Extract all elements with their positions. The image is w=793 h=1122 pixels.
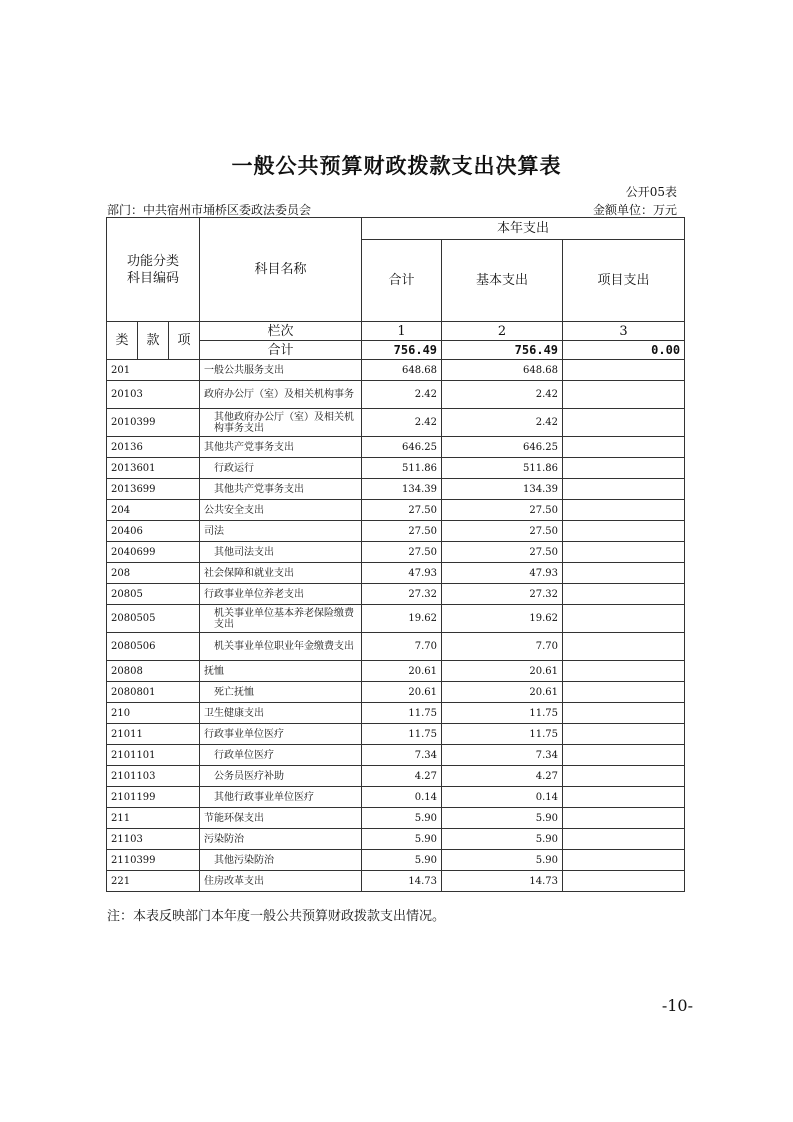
row-subject-name: 抚恤 <box>200 661 362 682</box>
row-basic: 5.90 <box>442 808 563 829</box>
table-row <box>107 724 685 745</box>
table-row <box>107 437 685 458</box>
row-project <box>563 682 685 703</box>
row-project <box>563 633 685 661</box>
row-basic: 0.14 <box>442 787 563 808</box>
row-project <box>563 500 685 521</box>
unit-label: 金额单位：万元 <box>592 203 677 217</box>
table-row <box>107 458 685 479</box>
row-project <box>563 661 685 682</box>
row-subject-name: 社会保障和就业支出 <box>200 563 362 584</box>
department-label: 部门：中共宿州市埇桥区委政法委员会 <box>107 203 312 217</box>
table-row <box>107 766 685 787</box>
row-code: 2080506 <box>107 633 200 661</box>
table-row <box>107 409 685 437</box>
row-project <box>563 703 685 724</box>
row-total: 5.90 <box>362 808 442 829</box>
row-basic: 11.75 <box>442 724 563 745</box>
table-row <box>107 584 685 605</box>
row-basic: 27.50 <box>442 500 563 521</box>
row-subject-name: 其他污染防治 <box>200 850 362 871</box>
row-total: 7.34 <box>362 745 442 766</box>
form-number: 公开05表 <box>625 185 677 199</box>
row-project <box>563 479 685 500</box>
row-subject-name: 公共安全支出 <box>200 500 362 521</box>
row-code: 2080505 <box>107 605 200 633</box>
table-row <box>107 808 685 829</box>
row-subject-name: 机关事业单位职业年金缴费支出 <box>200 633 362 661</box>
table-row <box>107 682 685 703</box>
row-subject-name: 行政事业单位养老支出 <box>200 584 362 605</box>
row-code: 210 <box>107 703 200 724</box>
page-title: 一般公共预算财政拨款支出决算表 <box>231 153 562 178</box>
footnote: 注：本表反映部门本年度一般公共预算财政拨款支出情况。 <box>107 909 446 924</box>
total-row-total: 756.49 <box>362 341 442 360</box>
row-subject-name: 机关事业单位基本养老保险缴费支出 <box>200 605 362 633</box>
page-number: -10- <box>661 996 693 1015</box>
row-code: 2101101 <box>107 745 200 766</box>
row-total: 27.50 <box>362 542 442 563</box>
header-basic: 基本支出 <box>442 240 563 322</box>
row-subject-name: 政府办公厅（室）及相关机构事务 <box>200 381 362 409</box>
header-kuan: 款 <box>138 322 169 360</box>
header-col3: 3 <box>563 322 685 341</box>
row-subject-name: 一般公共服务支出 <box>200 360 362 381</box>
row-subject-name: 其他共产党事务支出 <box>200 479 362 500</box>
row-subject-name: 节能环保支出 <box>200 808 362 829</box>
total-row-label: 合计 <box>200 341 362 360</box>
row-total: 11.75 <box>362 703 442 724</box>
row-subject-name: 卫生健康支出 <box>200 703 362 724</box>
row-project <box>563 871 685 892</box>
row-total: 4.27 <box>362 766 442 787</box>
row-code: 20136 <box>107 437 200 458</box>
row-code: 201 <box>107 360 200 381</box>
budget-table <box>106 217 685 892</box>
row-basic: 27.32 <box>442 584 563 605</box>
row-total: 27.50 <box>362 521 442 542</box>
row-total: 7.70 <box>362 633 442 661</box>
row-project <box>563 584 685 605</box>
row-subject-name: 死亡抚恤 <box>200 682 362 703</box>
row-project <box>563 766 685 787</box>
row-basic: 19.62 <box>442 605 563 633</box>
header-col1: 1 <box>362 322 442 341</box>
row-total: 5.90 <box>362 829 442 850</box>
table-row <box>107 745 685 766</box>
row-project <box>563 458 685 479</box>
row-basic: 5.90 <box>442 829 563 850</box>
row-code: 2101199 <box>107 787 200 808</box>
row-total: 648.68 <box>362 360 442 381</box>
row-subject-name: 其他司法支出 <box>200 542 362 563</box>
row-code: 211 <box>107 808 200 829</box>
row-subject-name: 其他行政事业单位医疗 <box>200 787 362 808</box>
table-row <box>107 563 685 584</box>
row-code: 21103 <box>107 829 200 850</box>
row-total: 2.42 <box>362 409 442 437</box>
row-total: 19.62 <box>362 605 442 633</box>
header-project: 项目支出 <box>563 240 685 322</box>
row-total: 511.86 <box>362 458 442 479</box>
row-project <box>563 360 685 381</box>
table-row <box>107 787 685 808</box>
row-total: 27.32 <box>362 584 442 605</box>
row-code: 2010399 <box>107 409 200 437</box>
row-project <box>563 542 685 563</box>
header-column-no: 栏次 <box>200 322 362 341</box>
table-row <box>107 633 685 661</box>
header-current-year: 本年支出 <box>362 218 685 240</box>
row-project <box>563 808 685 829</box>
table-row <box>107 381 685 409</box>
row-basic: 2.42 <box>442 409 563 437</box>
header-function-class-line1: 功能分类 <box>127 253 180 269</box>
row-total: 2.42 <box>362 381 442 409</box>
row-code: 2101103 <box>107 766 200 787</box>
row-project <box>563 605 685 633</box>
header-category: 类 <box>107 322 138 360</box>
table-row <box>107 661 685 682</box>
row-project <box>563 850 685 871</box>
row-code: 221 <box>107 871 200 892</box>
header-subject-name: 科目名称 <box>200 218 362 322</box>
table-row <box>107 829 685 850</box>
header-function-class-line2: 科目编码 <box>127 270 180 286</box>
row-basic: 648.68 <box>442 360 563 381</box>
row-total: 11.75 <box>362 724 442 745</box>
row-code: 20805 <box>107 584 200 605</box>
row-code: 2080801 <box>107 682 200 703</box>
row-code: 20103 <box>107 381 200 409</box>
row-subject-name: 公务员医疗补助 <box>200 766 362 787</box>
row-total: 47.93 <box>362 563 442 584</box>
row-basic: 7.34 <box>442 745 563 766</box>
header-col2: 2 <box>442 322 563 341</box>
table-row <box>107 500 685 521</box>
row-subject-name: 污染防治 <box>200 829 362 850</box>
row-code: 2013699 <box>107 479 200 500</box>
row-code: 208 <box>107 563 200 584</box>
table-row <box>107 871 685 892</box>
row-basic: 646.25 <box>442 437 563 458</box>
table-row <box>107 850 685 871</box>
row-basic: 2.42 <box>442 381 563 409</box>
header-total: 合计 <box>362 240 442 322</box>
row-project <box>563 437 685 458</box>
row-basic: 27.50 <box>442 521 563 542</box>
row-subject-name: 行政运行 <box>200 458 362 479</box>
row-project <box>563 563 685 584</box>
total-row-project: 0.00 <box>563 341 685 360</box>
table-row <box>107 542 685 563</box>
row-code: 204 <box>107 500 200 521</box>
row-total: 5.90 <box>362 850 442 871</box>
row-code: 2013601 <box>107 458 200 479</box>
row-basic: 14.73 <box>442 871 563 892</box>
row-basic: 20.61 <box>442 682 563 703</box>
table-row <box>107 521 685 542</box>
row-basic: 134.39 <box>442 479 563 500</box>
row-subject-name: 其他共产党事务支出 <box>200 437 362 458</box>
row-basic: 47.93 <box>442 563 563 584</box>
row-project <box>563 829 685 850</box>
header-function-class <box>107 218 200 322</box>
row-total: 20.61 <box>362 661 442 682</box>
row-project <box>563 787 685 808</box>
row-total: 646.25 <box>362 437 442 458</box>
table-body <box>107 218 685 892</box>
row-subject-name: 其他政府办公厅（室）及相关机构事务支出 <box>200 409 362 437</box>
row-basic: 20.61 <box>442 661 563 682</box>
row-basic: 4.27 <box>442 766 563 787</box>
row-total: 27.50 <box>362 500 442 521</box>
table-row <box>107 605 685 633</box>
row-project <box>563 381 685 409</box>
row-project <box>563 409 685 437</box>
row-total: 134.39 <box>362 479 442 500</box>
row-total: 0.14 <box>362 787 442 808</box>
row-basic: 11.75 <box>442 703 563 724</box>
row-code: 2040699 <box>107 542 200 563</box>
row-subject-name: 行政事业单位医疗 <box>200 724 362 745</box>
row-project <box>563 724 685 745</box>
row-total: 14.73 <box>362 871 442 892</box>
row-project <box>563 521 685 542</box>
row-project <box>563 745 685 766</box>
header-xiang: 项 <box>169 322 200 360</box>
table-row <box>107 703 685 724</box>
row-basic: 511.86 <box>442 458 563 479</box>
row-code: 21011 <box>107 724 200 745</box>
row-subject-name: 行政单位医疗 <box>200 745 362 766</box>
row-basic: 27.50 <box>442 542 563 563</box>
row-basic: 7.70 <box>442 633 563 661</box>
table-row <box>107 479 685 500</box>
row-subject-name: 住房改革支出 <box>200 871 362 892</box>
row-code: 2110399 <box>107 850 200 871</box>
table-row <box>107 360 685 381</box>
row-code: 20808 <box>107 661 200 682</box>
total-row-basic: 756.49 <box>442 341 563 360</box>
row-basic: 5.90 <box>442 850 563 871</box>
row-subject-name: 司法 <box>200 521 362 542</box>
row-total: 20.61 <box>362 682 442 703</box>
row-code: 20406 <box>107 521 200 542</box>
